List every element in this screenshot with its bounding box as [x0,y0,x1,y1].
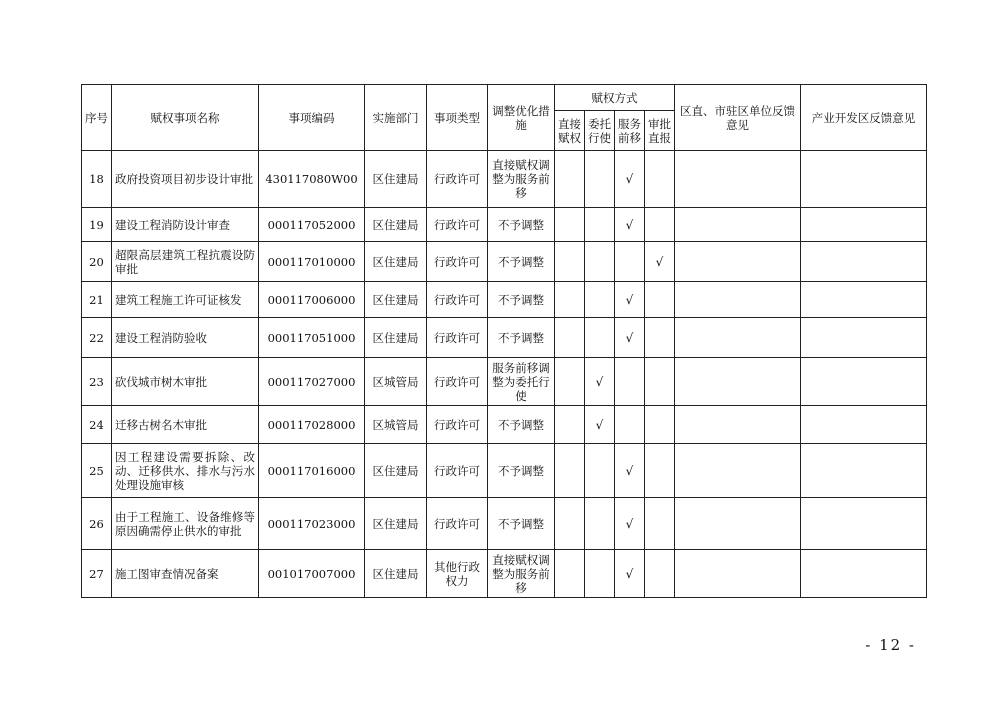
method-cell [615,550,645,598]
method-cell [585,242,615,282]
table-row [82,444,927,498]
method-cell [615,208,645,242]
method-cell [555,444,585,498]
item-code-cell: 000117006000 [259,282,365,318]
district-feedback-cell [675,242,801,282]
adjustment-cell: 不予调整 [488,318,555,358]
approval-items-table [81,84,927,598]
district-feedback-cell [675,151,801,208]
department-cell: 区城管局 [365,358,427,406]
item-type-cell: 行政许可 [427,282,488,318]
header-department: 实施部门 [365,85,427,151]
zone-feedback-cell [801,242,927,282]
seq-cell: 27 [82,550,112,598]
item-type-cell: 行政许可 [427,242,488,282]
method-cell [615,242,645,282]
header-zone-feedback: 产业开发区反馈意见 [801,85,927,151]
item-name-cell: 超限高层建筑工程抗震设防审批 [112,242,259,282]
item-name-cell: 建设工程消防验收 [112,318,259,358]
district-feedback-cell [675,318,801,358]
method-cell [645,242,675,282]
item-code-cell: 000117051000 [259,318,365,358]
item-code-cell: 000117027000 [259,358,365,406]
department-cell: 区住建局 [365,242,427,282]
item-type-cell: 行政许可 [427,358,488,406]
method-cell [585,282,615,318]
district-feedback-cell [675,498,801,550]
check-mark: √ [625,566,634,581]
method-cell [615,282,645,318]
item-type-cell: 行政许可 [427,151,488,208]
item-code-cell: 430117080W00 [259,151,365,208]
check-mark: √ [625,516,634,531]
item-name-cell: 因工程建设需要拆除、改动、迁移供水、排水与污水处理设施审核 [112,444,259,498]
method-cell [585,498,615,550]
header-adjustment: 调整优化措施 [488,85,555,151]
district-feedback-cell [675,550,801,598]
method-cell [555,151,585,208]
zone-feedback-cell [801,550,927,598]
item-type-cell: 行政许可 [427,406,488,444]
seq-cell: 21 [82,282,112,318]
method-cell [615,358,645,406]
department-cell: 区住建局 [365,318,427,358]
method-cell [585,444,615,498]
seq-cell: 25 [82,444,112,498]
zone-feedback-cell [801,208,927,242]
department-cell: 区住建局 [365,282,427,318]
item-name-cell: 迁移古树名木审批 [112,406,259,444]
table-row [82,151,927,208]
seq-cell: 22 [82,318,112,358]
adjustment-cell: 不予调整 [488,498,555,550]
seq-cell: 23 [82,358,112,406]
zone-feedback-cell [801,282,927,318]
zone-feedback-cell [801,498,927,550]
method-cell [615,151,645,208]
table-row [82,406,927,444]
adjustment-cell: 不予调整 [488,444,555,498]
method-cell [555,208,585,242]
table-row [82,550,927,598]
method-cell [585,358,615,406]
method-cell [555,242,585,282]
header-item-code: 事项编码 [259,85,365,151]
district-feedback-cell [675,358,801,406]
header-seq: 序号 [82,85,112,151]
item-type-cell: 行政许可 [427,444,488,498]
method-cell [555,282,585,318]
check-mark: √ [595,374,604,389]
method-cell [615,406,645,444]
item-code-cell: 001017007000 [259,550,365,598]
item-type-cell: 行政许可 [427,498,488,550]
table-row [82,282,927,318]
check-mark: √ [625,172,634,186]
zone-feedback-cell [801,151,927,208]
item-code-cell: 000117052000 [259,208,365,242]
adjustment-cell: 不予调整 [488,406,555,444]
header-district-feedback: 区直、市驻区单位反馈意见 [675,85,801,151]
check-mark: √ [625,330,634,345]
method-cell [645,318,675,358]
item-code-cell: 000117023000 [259,498,365,550]
item-name-cell: 由于工程施工、设备维修等原因确需停止供水的审批 [112,498,259,550]
method-cell [555,318,585,358]
seq-cell: 20 [82,242,112,282]
seq-cell: 26 [82,498,112,550]
check-mark: √ [625,217,634,232]
method-cell [555,358,585,406]
item-type-cell: 行政许可 [427,208,488,242]
table-row [82,498,927,550]
adjustment-cell: 服务前移调整为委托行使 [488,358,555,406]
department-cell: 区住建局 [365,550,427,598]
check-mark: √ [655,254,664,269]
method-cell [645,550,675,598]
method-cell [585,208,615,242]
seq-cell: 18 [82,151,112,208]
item-code-cell: 000117010000 [259,242,365,282]
item-name-cell: 施工图审查情况备案 [112,550,259,598]
header-method-forward: 服务前移 [615,111,645,151]
department-cell: 区城管局 [365,406,427,444]
item-code-cell: 000117028000 [259,406,365,444]
header-item-type: 事项类型 [427,85,488,151]
header-method-direct: 直接赋权 [555,111,585,151]
method-cell [555,550,585,598]
method-cell [585,550,615,598]
zone-feedback-cell [801,318,927,358]
method-cell [645,406,675,444]
method-cell [585,406,615,444]
item-name-cell: 政府投资项目初步设计审批 [112,151,259,208]
adjustment-cell: 直接赋权调整为服务前移 [488,151,555,208]
adjustment-cell: 不予调整 [488,208,555,242]
department-cell: 区住建局 [365,444,427,498]
department-cell: 区住建局 [365,151,427,208]
adjustment-cell: 不予调整 [488,282,555,318]
method-cell [645,444,675,498]
zone-feedback-cell [801,358,927,406]
item-name-cell: 建筑工程施工许可证核发 [112,282,259,318]
method-cell [585,318,615,358]
adjustment-cell: 不予调整 [488,242,555,282]
method-cell [585,151,615,208]
item-type-cell: 其他行政权力 [427,550,488,598]
method-cell [645,208,675,242]
method-cell [645,498,675,550]
item-type-cell: 行政许可 [427,318,488,358]
department-cell: 区住建局 [365,208,427,242]
district-feedback-cell [675,208,801,242]
adjustment-cell: 直接赋权调整为服务前移 [488,550,555,598]
page-number: - 12 - [865,636,916,654]
method-cell [615,318,645,358]
district-feedback-cell [675,406,801,444]
header-empowerment-method: 赋权方式 [555,85,675,111]
method-cell [645,282,675,318]
header-method-entrust: 委托行使 [585,111,615,151]
item-name-cell: 砍伐城市树木审批 [112,358,259,406]
header-method-report: 审批直报 [645,111,675,151]
method-cell [615,444,645,498]
zone-feedback-cell [801,444,927,498]
district-feedback-cell [675,282,801,318]
zone-feedback-cell [801,406,927,444]
method-cell [555,406,585,444]
seq-cell: 19 [82,208,112,242]
item-code-cell: 000117016000 [259,444,365,498]
method-cell [615,498,645,550]
district-feedback-cell [675,444,801,498]
header-item-name: 赋权事项名称 [112,85,259,151]
table-row [82,318,927,358]
seq-cell: 24 [82,406,112,444]
table-row [82,208,927,242]
check-mark: √ [625,292,634,307]
item-name-cell: 建设工程消防设计审查 [112,208,259,242]
department-cell: 区住建局 [365,498,427,550]
method-cell [645,151,675,208]
table-row [82,242,927,282]
check-mark: √ [625,463,634,478]
check-mark: √ [595,417,604,432]
table-row [82,358,927,406]
method-cell [645,358,675,406]
method-cell [555,498,585,550]
